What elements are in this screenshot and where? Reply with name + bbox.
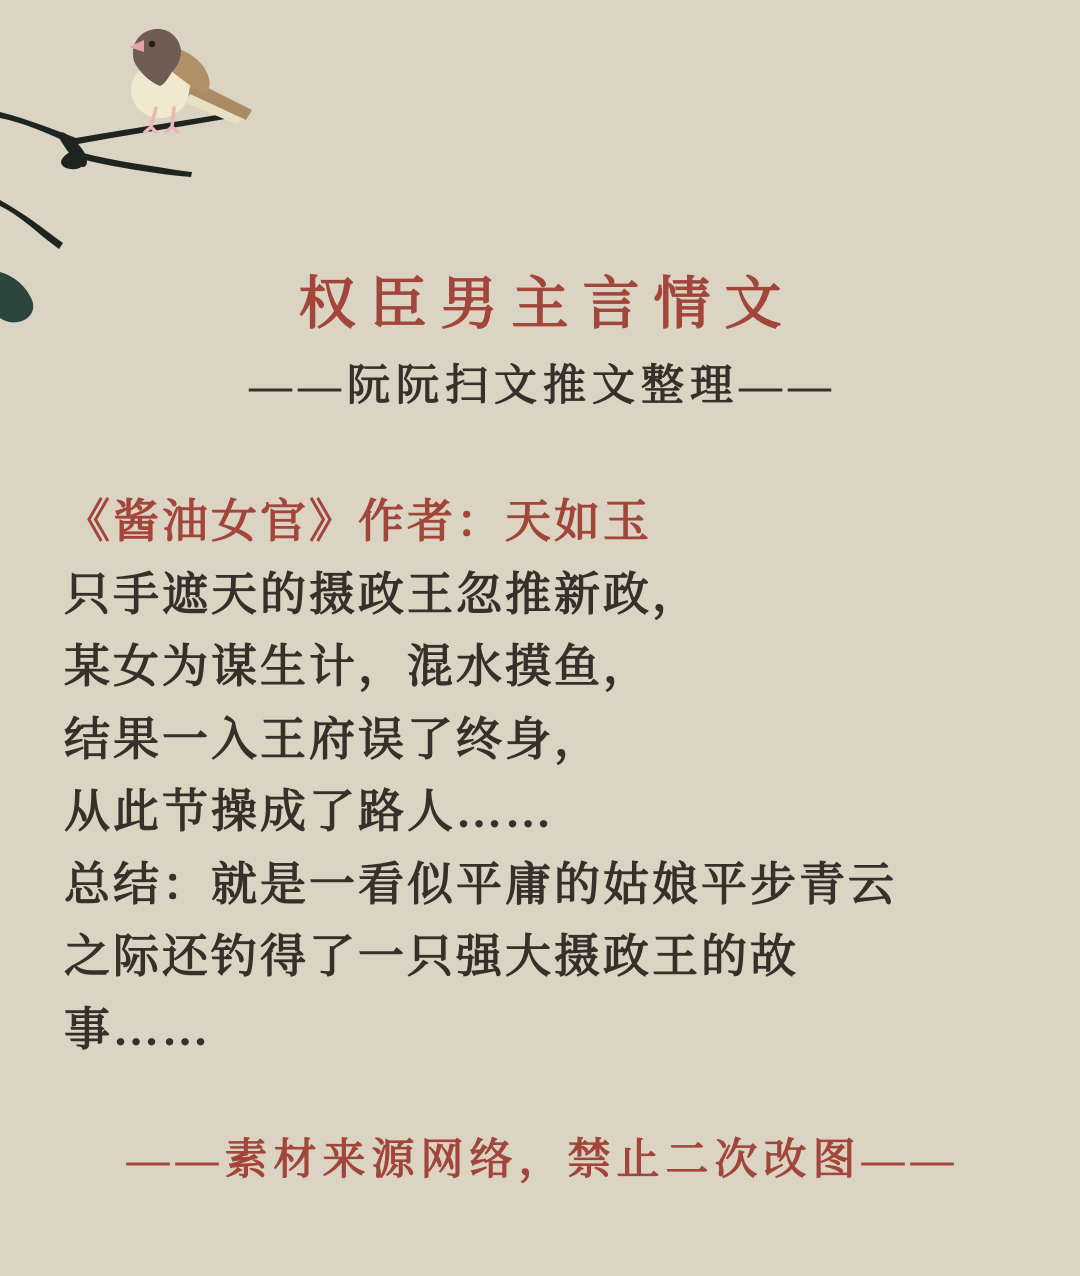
synopsis-line: 总结：就是一看似平庸的姑娘平步青云 <box>64 858 897 910</box>
synopsis-line: 之际还钓得了一只强大摄政王的故 <box>64 931 799 982</box>
junco-bird-icon <box>129 29 252 132</box>
synopsis-line: 只手遮天的摄政王忽推新政， <box>64 568 701 620</box>
page-title: 权臣男主言情文 <box>298 273 796 336</box>
page-subtitle: ——阮阮扫文推文整理—— <box>249 363 837 410</box>
synopsis-line: 从此节操成了路人…… <box>64 786 554 837</box>
synopsis-line: 事…… <box>64 1003 211 1055</box>
synopsis-line: 某女为谋生计，混水摸鱼， <box>64 641 652 692</box>
branch-icon <box>0 112 236 249</box>
synopsis-line: 结果一入王府误了终身， <box>64 713 603 765</box>
book-recommendation <box>64 486 1044 1066</box>
book-title-author: 《酱油女官》作者：天如玉 <box>64 496 652 547</box>
source-notice: ——素材来源网络，禁止二次改图—— <box>126 1137 960 1184</box>
